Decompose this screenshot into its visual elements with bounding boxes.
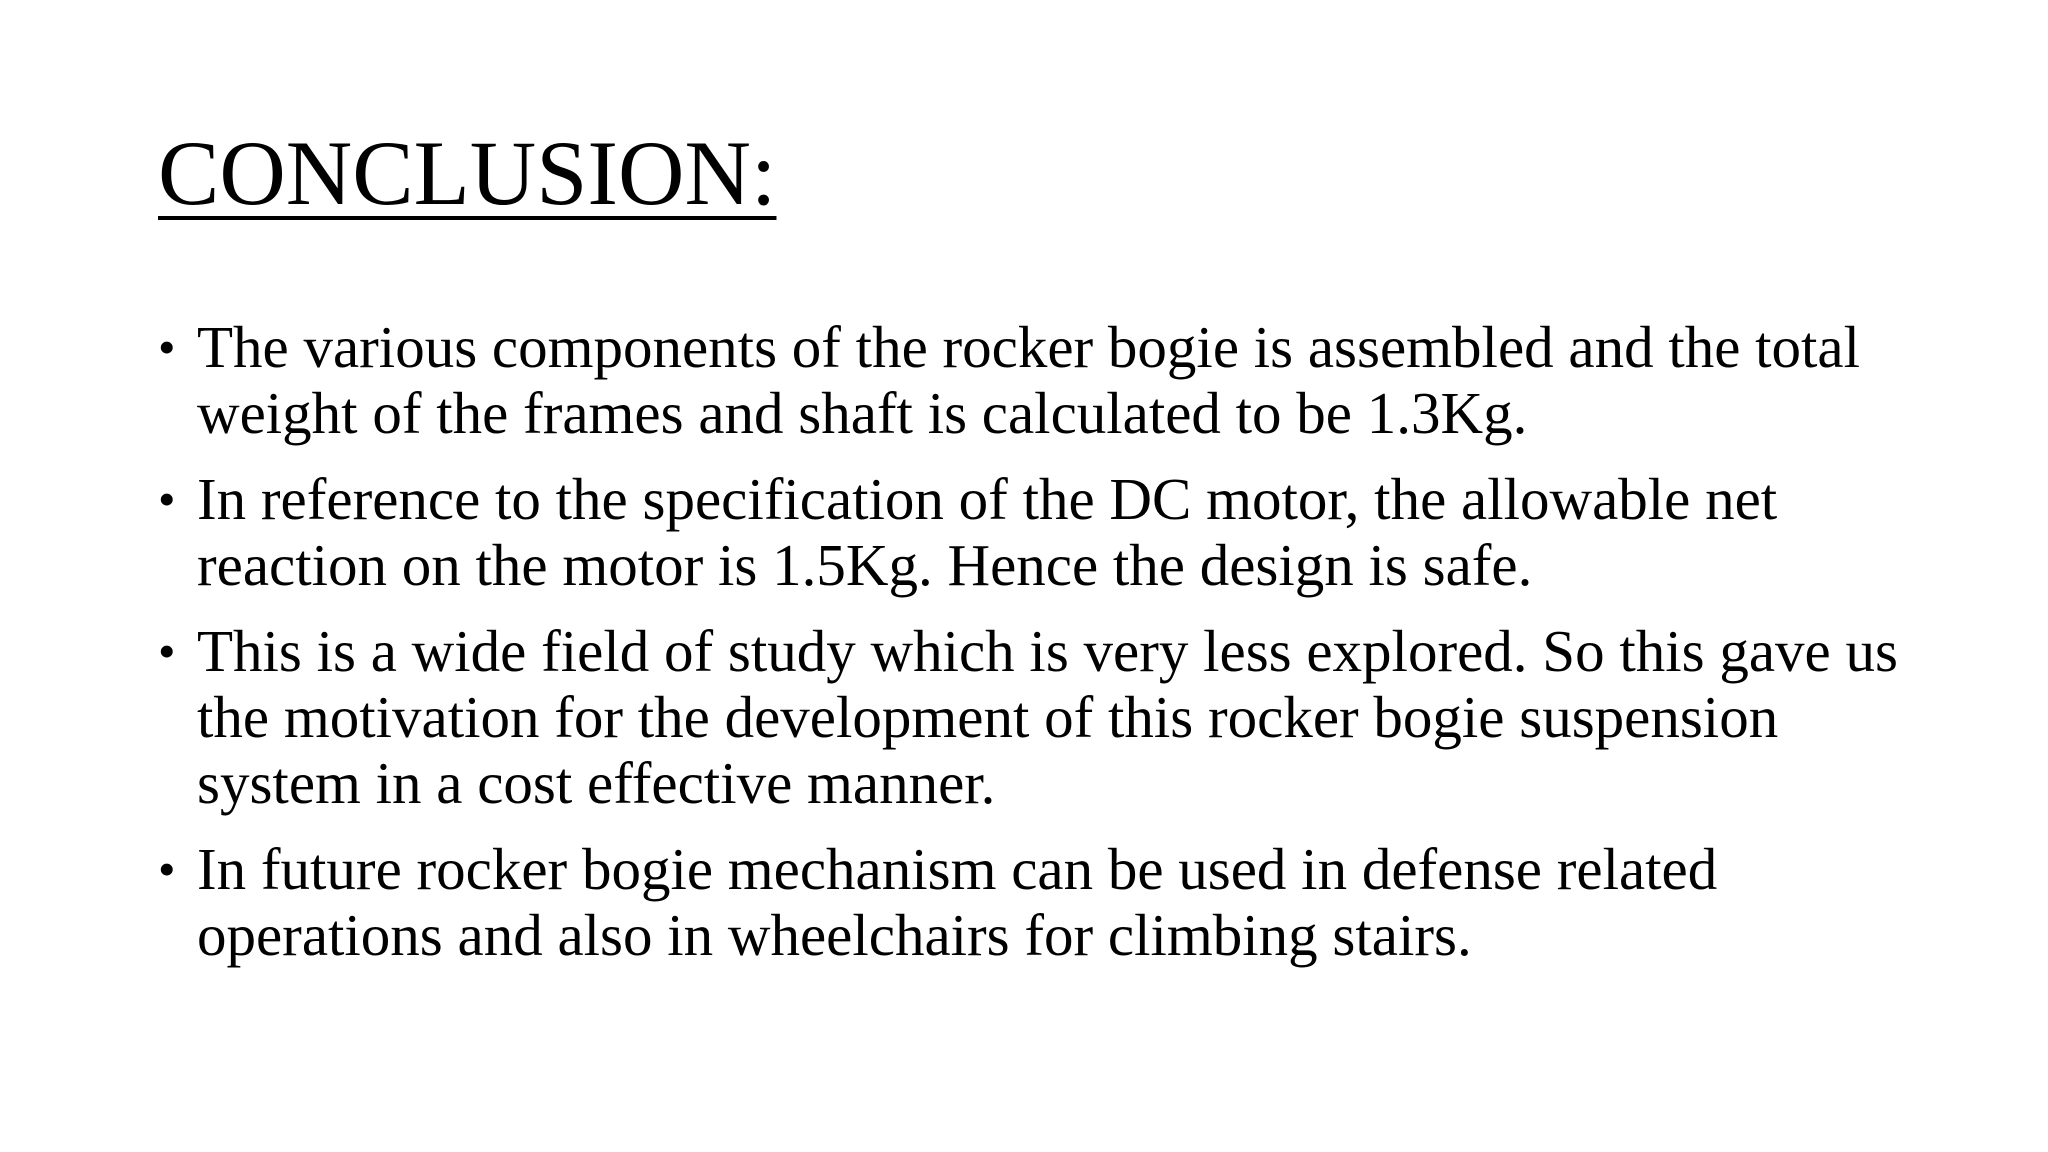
bullet-icon: • — [158, 319, 176, 375]
slide-title: CONCLUSION: — [158, 122, 777, 224]
bullet-text: This is a wide field of study which is very less explored. So this gave us the motivation for the development of this rocker bogie suspension system in a cost effective manner. — [197, 618, 1898, 816]
bullet-icon: • — [158, 841, 176, 897]
bullet-item — [158, 314, 1918, 446]
bullet-text: In future rocker bogie mechanism can be used in defense related operations and also in wheelchairs for climbing stairs. — [197, 836, 1718, 968]
bullet-text: The various components of the rocker bogie is assembled and the total weight of the frames and shaft is calculated to be 1.3Kg. — [197, 314, 1861, 446]
bullet-item — [158, 836, 1918, 968]
bullet-list — [158, 314, 1918, 988]
bullet-item — [158, 466, 1918, 598]
bullet-icon: • — [158, 623, 176, 679]
bullet-item — [158, 618, 1918, 816]
bullet-icon: • — [158, 471, 176, 527]
bullet-text: In reference to the specification of the DC motor, the allowable net reaction on the motor is 1.5Kg. Hence the design is safe. — [197, 466, 1778, 598]
